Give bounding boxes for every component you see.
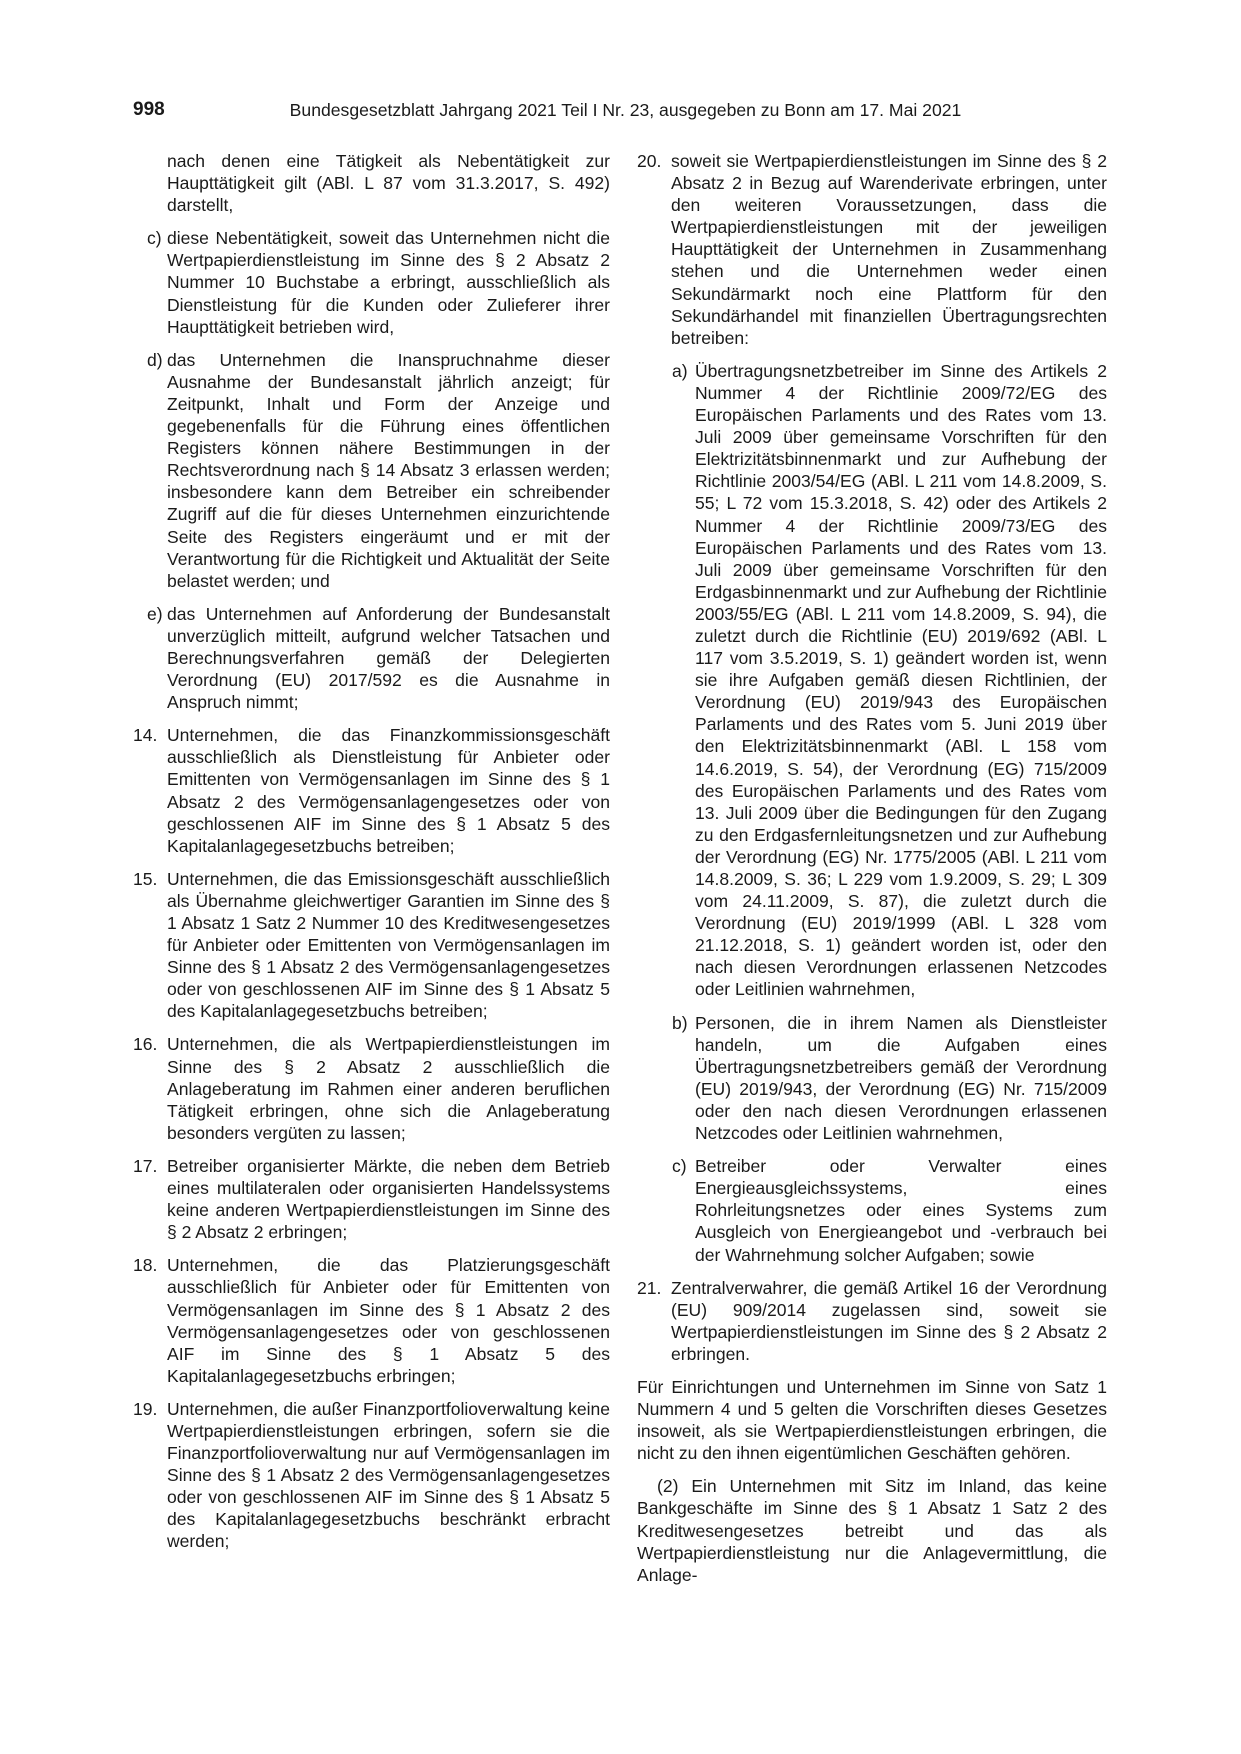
item-text: Zentralverwahrer, die gemäß Artikel 16 der Verordnung (EU) 909/2014 zugelassen sind, soweit sie Wertpapierdienstleistungen im Sinne des § 2 Absatz 2 erbringen. [671, 1277, 1107, 1364]
item-label: b) [672, 1012, 688, 1033]
sub-item-a [637, 360, 1107, 1001]
continuation-paragraph [133, 150, 610, 216]
item-19 [133, 1398, 610, 1553]
item-15 [133, 868, 610, 1023]
item-text: Unternehmen, die das Platzierungsgeschäft ausschließlich für Anbieter oder für Emittenten von Vermögensanlagen im Sinne des § 1 Absatz 2 des Vermögensanlagengesetzes oder von geschlossenen AIF im Sinne des § 1 Absatz 5 des Kapitalanlagegesetzbuchs erbringen; [167, 1255, 610, 1386]
item-text: Personen, die in ihrem Namen als Dienstleister handeln, um die Aufgaben eines Übertragungsnetzbetreibers gemäß der Verordnung (EU) 2019/943, der Verordnung (EG) Nr. 715/2009 oder den nach diesen Verordnungen erlassenen Netzcodes oder Leitlinien wahrnehmen, [695, 1012, 1107, 1144]
item-label: 15. [133, 868, 158, 889]
absatz-2-paragraph: (2) Ein Unternehmen mit Sitz im Inland, das keine Bankgeschäfte im Sinne des § 1 Absatz 1 Satz 2 des Kreditwesengesetzes betreibt und das als Wertpapierdienstleistung nur die Anlagevermittlung, die Anlage- [637, 1476, 1107, 1585]
item-label: 16. [133, 1034, 158, 1055]
item-text: das Unternehmen auf Anforderung der Bundesanstalt unverzüglich mitteilt, aufgrund welcher Tatsachen und Berechnungsverfahren gemäß der Delegierten Verordnung (EU) 2017/592 es die Ausnahme in Anspruch nimmt; [167, 603, 610, 713]
item-text: Betreiber oder Verwalter eines Energieausgleichssystems, eines Rohrleitungsnetzes oder eines Systems zum Ausgleich von Energieangebot und -verbrauch bei der Wahrnehmung solcher Aufgaben; sowie [695, 1156, 1107, 1265]
item-text: soweit sie Wertpapierdienstleistungen im Sinne des § 2 Absatz 2 in Bezug auf Warenderivate erbringen, unter den weiteren Voraussetzungen, dass die Wertpapierdienstleistungen mit der jeweiligen Haupttätigkeit der Unternehmen in Zusammenhang stehen und die Unternehmen weder einen Sekundärmarkt noch eine Plattform für den Sekundärhandel mit finanziellen Übertragungsrechten betreiben: [671, 151, 1107, 348]
running-title: Bundesgesetzblatt Jahrgang 2021 Teil I Nr. 23, ausgegeben zu Bonn am 17. Mai 2021 [289, 100, 962, 120]
right-column [637, 150, 1107, 1586]
page-number: 998 [133, 99, 165, 120]
item-label: a) [672, 360, 688, 381]
page-header [133, 99, 1108, 125]
item-label: e) [147, 603, 163, 624]
item-17 [133, 1155, 610, 1243]
item-label: 18. [133, 1255, 158, 1276]
item-text: Unternehmen, die als Wertpapierdienstleistungen im Sinne des § 2 Absatz 2 ausschließlich die Anlageberatung im Rahmen einer anderen beruflichen Tätigkeit erbringen, ohne sich die Anlageberatung besonders vergüten zu lassen; [167, 1034, 610, 1143]
item-text: Unternehmen, die außer Finanzportfolioverwaltung keine Wertpapierdienstleistungen erbringen, sofern sie die Finanzportfolioverwaltung nur auf Vermögensanlagen im Sinne des § 1 Absatz 2 des Vermögensanlagengesetzes oder von geschlossenen AIF im Sinne des § 1 Absatz 5 des Kapitalanlagegesetzbuchs beschränkt erbracht werden; [167, 1398, 610, 1552]
item-20 [637, 150, 1107, 349]
item-label: c) [147, 228, 162, 249]
item-text: Übertragungsnetzbetreiber im Sinne des Artikels 2 Nummer 4 der Richtlinie 2009/72/EG des Europäischen Parlaments und des Rates vom 13. Juli 2009 über gemeinsame Vorschriften für den Elektrizitätsbinnenmarkt und zur Aufhebung der Richtlinie 2003/54/EG (ABl. L 211 vom 14.8.2009, S. 55; L 72 vom 15.3.2018, S. 42) oder des Artikels 2 Nummer 4 der Richtlinie 2009/73/EG des Europäischen Parlaments und des Rates vom 13. Juli 2009 über gemeinsame Vorschriften für den Erdgasbinnenmarkt und zur Aufhebung der Richtlinie 2003/55/EG (ABl. L 211 vom 14.8.2009, S. 94), die zuletzt durch die Richtlinie (EU) 2019/692 (ABl. L 117 vom 3.5.2019, S. 1) geändert worden ist, wenn sie ihre Aufgaben gemäß diesen Richtlinien, der Verordnung (EU) 2019/943 des Europäischen Parlaments und des Rates vom 5. Juni 2019 über den Elektrizitätsbinnenmarkt (ABl. L 158 vom 14.6.2019, S. 54), der Verordnung (EG) 715/2009 des Europäischen Parlaments und des Rates vom 13. Juli 2009 über die Bedingungen für den Zugang zu den Erdgasfernleitungsnetzen und zur Aufhebung der Verordnung (EG) Nr. 1775/2005 (ABl. L 211 vom 14.8.2009, S. 36; L 229 vom 1.9.2009, S. 29; L 309 vom 24.11.2009, S. 87), die zuletzt durch die Verordnung (EU) 2019/1999 (ABl. L 328 vom 21.12.2018, S. 1) geändert worden ist, oder den nach diesen Verordnungen erlassenen Netzcodes oder Leitlinien wahrnehmen, [695, 360, 1107, 1000]
item-label: 17. [133, 1155, 158, 1176]
closing-paragraph: Für Einrichtungen und Unternehmen im Sinne von Satz 1 Nummern 4 und 5 gelten die Vorschriften dieses Gesetzes insoweit, als sie Wertpapierdienstleistungen erbringen, die nicht zu den ihnen eigentümlichen Geschäften gehören. [637, 1376, 1107, 1464]
item-14 [133, 724, 610, 857]
sub-item-e [133, 603, 610, 713]
item-label: 19. [133, 1398, 158, 1419]
item-text: Betreiber organisierter Märkte, die neben dem Betrieb eines multilateralen oder organisierten Handelssystems keine anderen Wertpapierdienstleistungen im Sinne des § 2 Absatz 2 erbringen; [167, 1155, 610, 1243]
item-label: d) [147, 349, 163, 370]
left-column-items [133, 150, 610, 1553]
item-text: Unternehmen, die das Finanzkommissionsgeschäft ausschließlich als Dienstleistung für Anbieter oder Emittenten von Vermögensanlagen im Sinne des § 1 Absatz 2 des Vermögensanlagengesetzes oder von geschlossenen AIF im Sinne des § 1 Absatz 5 des Kapitalanlagegesetzbuchs betreiben; [167, 725, 610, 856]
sub-item-c [133, 227, 610, 337]
item-16 [133, 1033, 610, 1143]
item-text: das Unternehmen die Inanspruchnahme dieser Ausnahme der Bundesanstalt jährlich anzeigt; für Zeitpunkt, Inhalt und Form der Anzeige und gegebenenfalls für die Führung eines öffentlichen Registers können nähere Bestimmungen in der Rechtsverordnung nach § 14 Absatz 3 erlassen werden; insbesondere kann dem Betreiber ein schreibender Zugriff auf die für dieses Unternehmen einzurichtende Seite des Registers eingeräumt und er mit der Verantwortung für die Richtigkeit und Aktualität der Seite belastet werden; und [167, 349, 610, 591]
item-label: 14. [133, 725, 158, 746]
item-label: c) [672, 1156, 687, 1177]
sub-item-c [637, 1155, 1107, 1265]
item-label: 21. [637, 1277, 662, 1298]
item-21 [637, 1277, 1107, 1365]
item-label: 20. [637, 151, 662, 171]
item-18 [133, 1254, 610, 1387]
item-text: Unternehmen, die das Emissionsgeschäft ausschließlich als Übernahme gleichwertiger Garantien im Sinne des § 1 Absatz 1 Satz 2 Nummer 10 des Kreditwesengesetzes für Anbieter oder Emittenten von Vermögensanlagen im Sinne des § 1 Absatz 2 des Vermögensanlagengesetzes oder von geschlossenen AIF im Sinne des § 1 Absatz 5 des Kapitalanlagegesetzbuchs betreiben; [167, 868, 610, 1022]
continuation-body: nach denen eine Tätigkeit als Nebentätigkeit zur Haupttätigkeit gilt (ABl. L 87 vom 31.3.2017, S. 492) darstellt, [167, 151, 610, 216]
sub-item-b [637, 1012, 1107, 1145]
sub-item-d [133, 349, 610, 592]
item-text: diese Nebentätigkeit, soweit das Unternehmen nicht die Wertpapierdienstleistung im Sinne des § 2 Absatz 2 Nummer 10 Buchstabe a erbringt, ausschließlich als Dienstleistung für die Kunden oder Zulieferer ihrer Haupttätigkeit betrieben wird, [167, 228, 610, 337]
